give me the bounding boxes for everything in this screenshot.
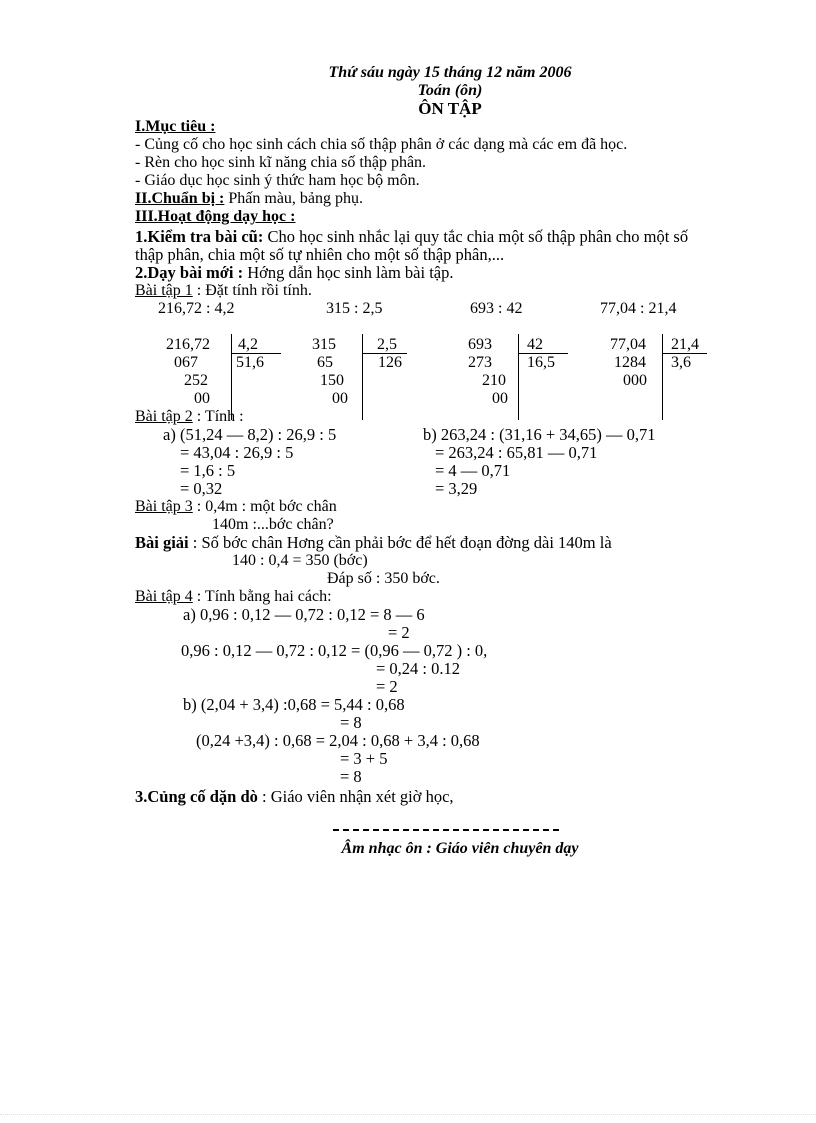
division-step: 273	[468, 354, 492, 371]
consolidate-text: : Giáo viên nhận xét giờ học,	[257, 787, 454, 806]
ex4-line: (0,24 +3,4) : 0,68 = 2,04 : 0,68 + 3,4 : 0,68	[196, 731, 480, 750]
objective-item: - Giáo dục học sinh ý thức ham học bộ môn.	[135, 172, 420, 189]
ex1-title: : Đặt tính rồi tính.	[192, 282, 312, 299]
consolidate-line	[135, 788, 454, 806]
division-dividend: 77,04	[610, 336, 646, 353]
division-step: 000	[623, 372, 647, 389]
ex3-solution	[135, 534, 612, 552]
ex4-line: a) 0,96 : 0,12 — 0,72 : 0,12 = 8 — 6	[183, 605, 425, 624]
ex3-answer: Đáp số : 350 bớc.	[327, 570, 440, 587]
division-step: 00	[194, 390, 210, 407]
ex1-problem: 693 : 42	[470, 300, 523, 317]
division-dividend: 693	[468, 336, 492, 353]
division-bar	[518, 334, 519, 420]
division-divisor: 21,4	[671, 336, 699, 353]
division-quotient: 51,6	[236, 354, 264, 371]
ex3-label: Bài tập 3	[135, 498, 193, 515]
ex4-line: = 8	[340, 767, 362, 786]
newlesson-text: Hớng dẫn học sinh làm bài tập.	[243, 263, 454, 282]
ex3-line-1	[135, 498, 337, 516]
ex4-title: : Tính bằng hai cách:	[192, 588, 332, 605]
ex4-line: b) (2,04 + 3,4) :0,68 = 5,44 : 0,68	[183, 695, 405, 714]
activities-heading: III.Hoạt động dạy học :	[135, 208, 296, 225]
objective-item: - Rèn cho học sinh kĩ năng chia số thập phân.	[135, 154, 427, 171]
ex4-line: = 0,24 : 0.12	[376, 659, 461, 678]
ex2-a-line: = 1,6 : 5	[180, 461, 236, 480]
division-step: 150	[320, 372, 344, 389]
ex2-b-line: b) 263,24 : (31,16 + 34,65) — 0,71	[423, 425, 656, 444]
prep-line	[135, 190, 363, 208]
ex3-text: : 0,4m : một bớc chân	[192, 498, 337, 515]
objective-item: - Củng cố cho học sinh cách chia số thập phân ở các dạng mà các em đã học.	[135, 136, 628, 153]
review-line-1	[135, 228, 688, 246]
division-divisor: 2,5	[377, 336, 397, 353]
ex4-line: = 3 + 5	[340, 749, 388, 768]
division-quotient: 3,6	[671, 354, 691, 371]
consolidate-label: 3.Củng cố dặn dò	[135, 787, 258, 806]
division-dividend: 315	[312, 336, 336, 353]
ex2-b-line: = 263,24 : 65,81 — 0,71	[435, 443, 598, 462]
ex2-heading	[135, 408, 244, 426]
ex3-calc: 140 : 0,4 = 350 (bớc)	[232, 552, 368, 569]
division-quotient: 16,5	[527, 354, 555, 371]
ex1-problem: 77,04 : 21,4	[600, 300, 677, 317]
division-step: 1284	[614, 354, 646, 371]
ex2-title: : Tính :	[192, 408, 244, 425]
division-step: 252	[184, 372, 208, 389]
ex4-line: = 2	[388, 623, 410, 642]
division-quotient: 126	[378, 354, 402, 371]
review-label: 1.Kiểm tra bài cũ:	[135, 227, 264, 246]
newlesson-label: 2.Dạy bài mới :	[135, 263, 244, 282]
ex4-heading	[135, 588, 332, 606]
division-divisor: 4,2	[238, 336, 258, 353]
prep-text: Phấn màu, bảng phụ.	[224, 190, 364, 207]
ex2-a-line: = 43,04 : 26,9 : 5	[180, 443, 294, 462]
review-line-2: thập phân, chia một số tự nhiên cho một số thập phân,...	[135, 245, 505, 264]
ex1-label: Bài tập 1	[135, 282, 193, 299]
ex2-b-line: = 3,29	[435, 479, 478, 498]
division-step: 00	[492, 390, 508, 407]
ex4-line: = 2	[376, 677, 398, 696]
section-divider	[333, 829, 559, 831]
page-title: ÔN TẬP	[418, 99, 482, 118]
division-bar	[662, 334, 663, 420]
division-bar	[362, 334, 363, 420]
ex3-line-2: 140m :...bớc chân?	[212, 516, 334, 533]
ex3-solution-label: Bài giải	[135, 533, 189, 552]
ex2-a-line: a) (51,24 — 8,2) : 26,9 : 5	[163, 425, 337, 444]
ex2-label: Bài tập 2	[135, 408, 193, 425]
division-step: 210	[482, 372, 506, 389]
division-step: 00	[332, 390, 348, 407]
page-edge	[0, 1114, 816, 1115]
review-text: Cho học sinh nhắc lại quy tắc chia một số thập phân cho một số	[263, 227, 689, 246]
ex2-b-line: = 4 — 0,71	[435, 461, 511, 480]
objectives-heading: I.Mục tiêu :	[135, 118, 216, 135]
ex1-problem: 216,72 : 4,2	[158, 300, 235, 317]
ex4-label: Bài tập 4	[135, 588, 193, 605]
ex1-heading	[135, 282, 312, 300]
division-divisor: 42	[527, 336, 543, 353]
newlesson-line	[135, 264, 454, 282]
subject-line: Toán (ôn)	[417, 82, 483, 99]
date-line: Thứ sáu ngày 15 tháng 12 năm 2006	[328, 64, 572, 81]
division-step: 65	[317, 354, 333, 371]
division-dividend: 216,72	[166, 336, 210, 353]
ex2-a-line: = 0,32	[180, 479, 223, 498]
ex3-solution-text: : Số bớc chân Hơng cần phải bớc để hết đoạn đờng dài 140m là	[188, 533, 612, 552]
ex1-problem: 315 : 2,5	[326, 300, 383, 317]
music-note: Âm nhạc ôn : Giáo viên chuyên dạy	[341, 840, 579, 857]
division-step: 067	[174, 354, 198, 371]
ex4-line: = 8	[340, 713, 362, 732]
prep-heading: II.Chuẩn bị :	[135, 190, 225, 207]
ex4-line: 0,96 : 0,12 — 0,72 : 0,12 = (0,96 — 0,72 ) : 0,	[181, 641, 488, 660]
